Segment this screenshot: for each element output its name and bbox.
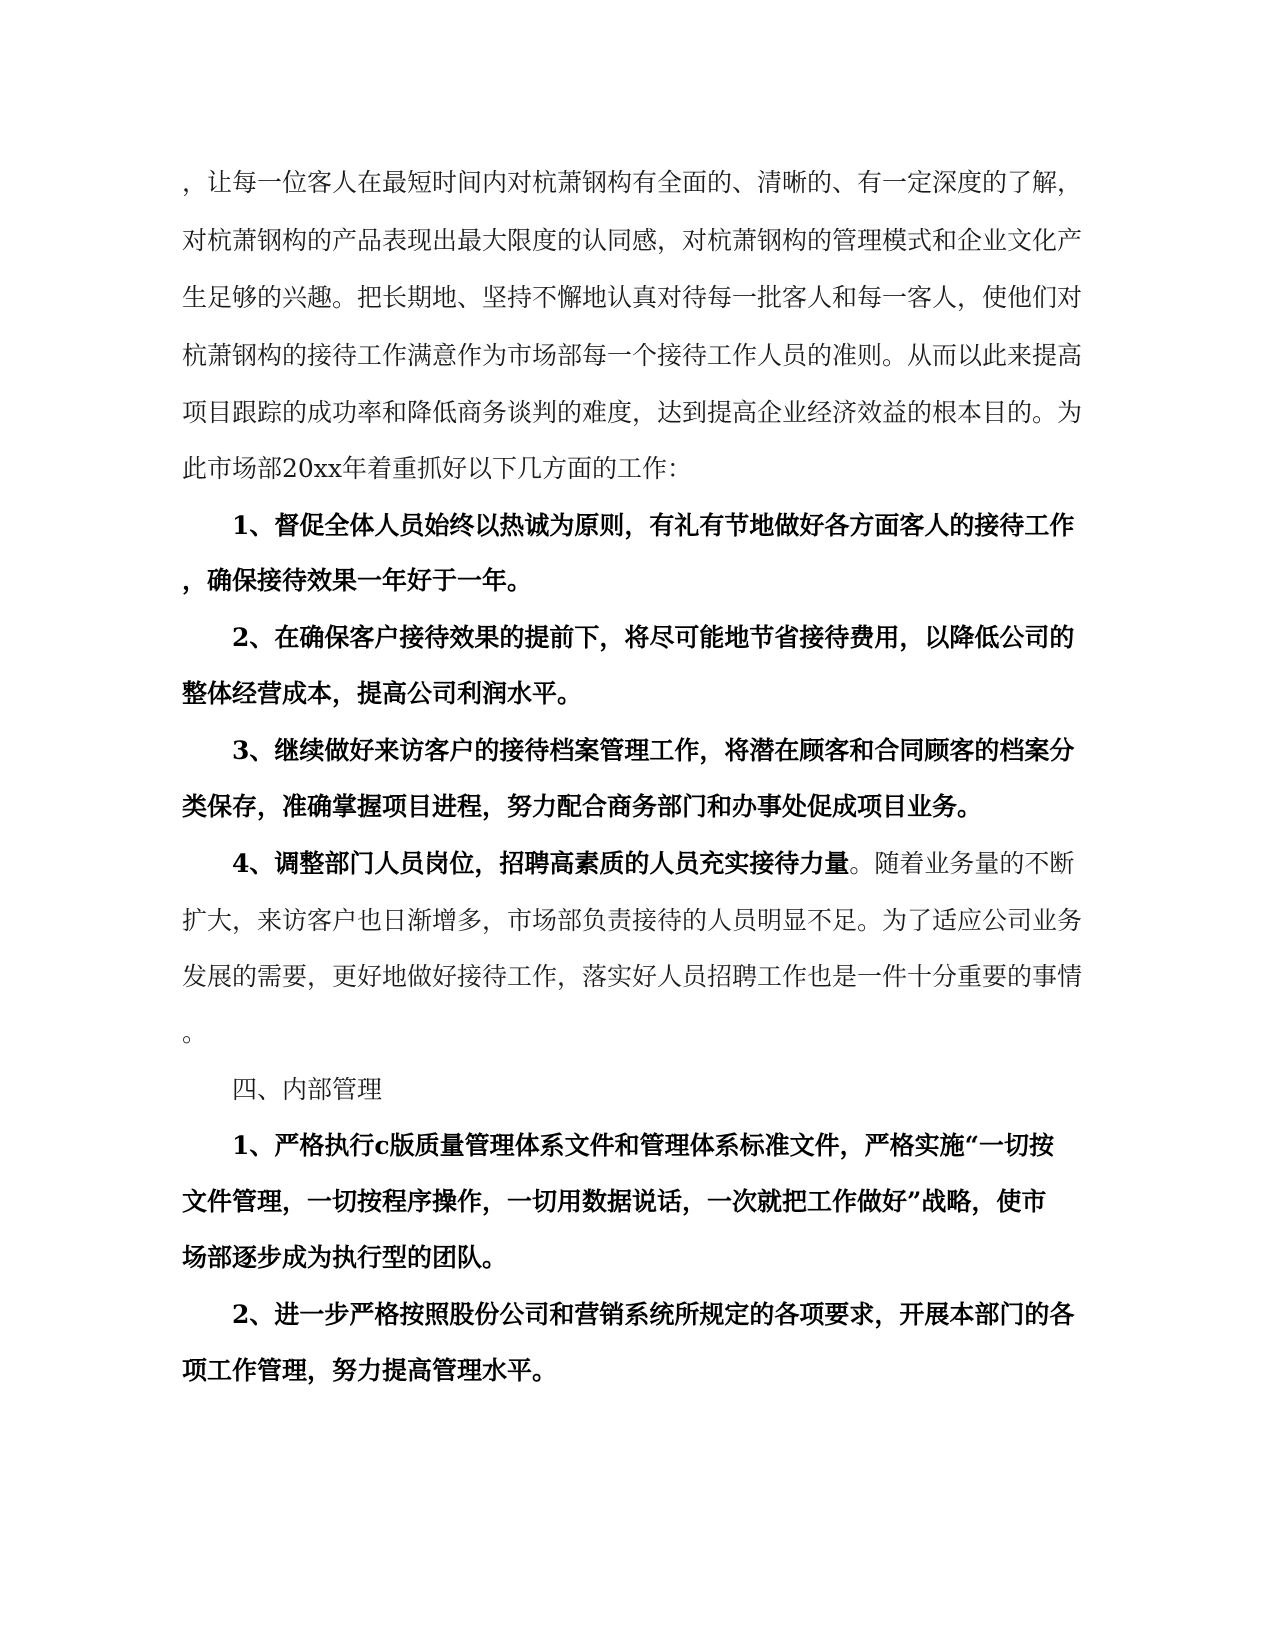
reception-item-2-line-1: 2、在确保客户接待效果的提前下，将尽可能地节省接待费用，以降低公司的 [232,623,1075,652]
reception-item-4-line-1 [232,849,1074,879]
reception-item-4-text: 。随着业务量的不断 [849,849,1075,878]
management-item-1-line-2: 文件管理，一切按程序操作，一切用数据说话，一次就把工作做好”战略，使市 [182,1187,1047,1216]
reception-item-3-line-2: 类保存，准确掌握项目进程，努力配合商务部门和办事处促成项目业务。 [182,792,983,821]
intro-line-1: ，让每一位客人在最短时间内对杭萧钢构有全面的、清晰的、有一定深度的了解， [182,168,1083,197]
section-four-title: 四、内部管理 [232,1075,383,1104]
reception-item-4-line-2: 扩大，来访客户也日渐增多，市场部负责接待的人员明显不足。为了适应公司业务 [182,906,1083,935]
intro-line-4: 杭萧钢构的接待工作满意作为市场部每一个接待工作人员的准则。从而以此来提高 [182,341,1083,370]
management-item-1-line-3: 场部逐步成为执行型的团队。 [182,1243,508,1272]
reception-item-1-line-2: ，确保接待效果一年好于一年。 [182,566,533,595]
intro-line-5: 项目跟踪的成功率和降低商务谈判的难度，达到提高企业经济效益的根本目的。为 [182,398,1083,427]
management-item-2-line-1: 2、进一步严格按照股份公司和营销系统所规定的各项要求，开展本部门的各 [232,1300,1075,1329]
reception-item-4-line-4: 。 [182,1018,208,1047]
reception-item-3-line-1: 3、继续做好来访客户的接待档案管理工作，将潜在顾客和合同顾客的档案分 [232,736,1075,765]
reception-item-1-line-1: 1、督促全体人员始终以热诚为原则，有礼有节地做好各方面客人的接待工作 [232,511,1075,540]
reception-item-4-heading: 4、调整部门人员岗位，招聘高素质的人员充实接待力量 [232,849,850,878]
reception-item-2-line-2: 整体经营成本，提高公司利润水平。 [182,679,583,708]
reception-item-4-line-3: 发展的需要，更好地做好接待工作，落实好人员招聘工作也是一件十分重要的事情 [182,962,1083,991]
intro-line-6: 此市场部20xx年着重抓好以下几方面的工作： [182,454,693,483]
intro-line-2: 对杭萧钢构的产品表现出最大限度的认同感，对杭萧钢构的管理模式和企业文化产 [182,226,1083,255]
intro-line-3: 生足够的兴趣。把长期地、坚持不懈地认真对待每一批客人和每一客人，使他们对 [182,283,1083,312]
management-item-2-line-2: 项工作管理，努力提高管理水平。 [182,1356,558,1385]
management-item-1-line-1: 1、严格执行c版质量管理体系文件和管理体系标准文件，严格实施“一切按 [232,1131,1054,1160]
